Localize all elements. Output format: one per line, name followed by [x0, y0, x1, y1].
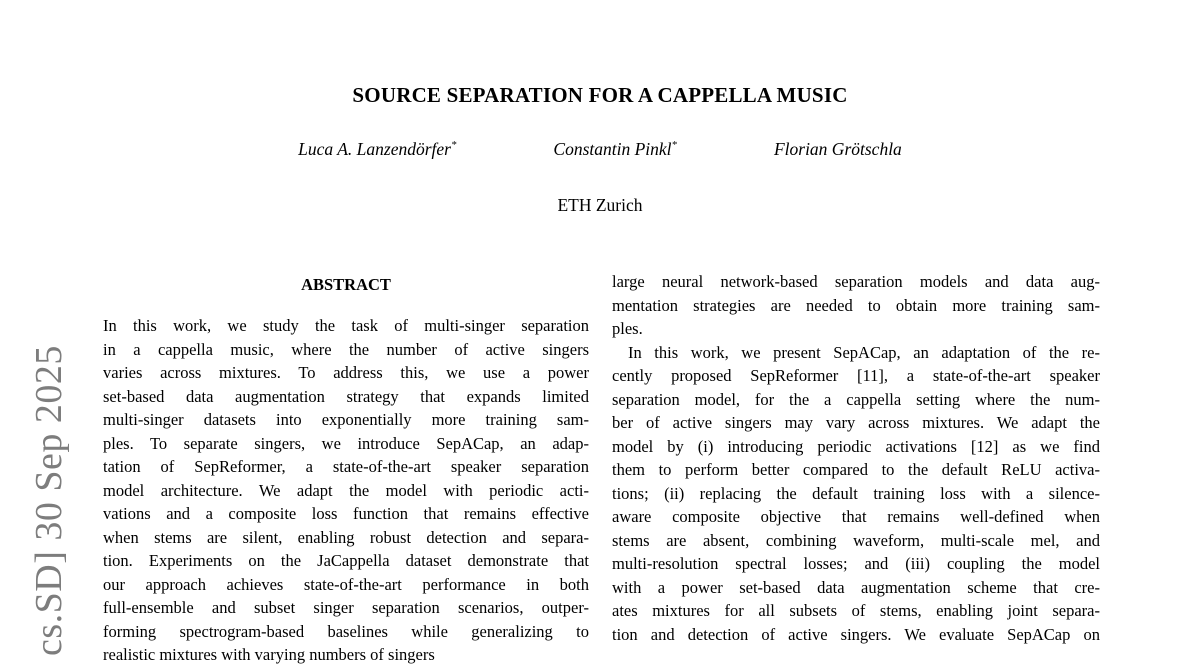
- body-line: with a power set-based data augmentation scheme that cre-: [612, 577, 1100, 597]
- author-3-name: Florian Grötschla: [773, 139, 902, 159]
- author-2-footnote-mark: *: [671, 139, 677, 152]
- arxiv-watermark: cs.SD] 30 Sep 2025: [28, 345, 70, 656]
- abstract-line: In this work, we study the task of multi-singer separation: [103, 316, 589, 335]
- body-line: ates mixtures for all subsets of stems, enabling joint separa-: [612, 601, 1100, 620]
- abstract-line: tion. Experiments on the JaCappella dataset demonstrate that: [103, 551, 589, 570]
- body-line: ples.: [612, 319, 643, 338]
- body-line: mentation strategies are needed to obtain more training sam-: [612, 295, 1100, 315]
- author-1-name: Luca A. Lanzendörfer: [298, 139, 451, 159]
- abstract-line: set-based data augmentation strategy that expands limited: [103, 386, 589, 406]
- abstract-line: ples. To separate singers, we introduce SepACap, an adap-: [103, 433, 589, 453]
- body-column: [612, 270, 1100, 646]
- author-2: [553, 139, 677, 160]
- abstract-line: full-ensemble and subset singer separation scenarios, outper-: [103, 598, 589, 617]
- author-1-footnote-mark: *: [450, 139, 457, 152]
- body-line: large neural network-based separation models and data aug-: [612, 272, 1100, 291]
- body-line: tion and detection of active singers. We evaluate SepACap on: [612, 624, 1100, 644]
- body-line: aware composite objective that remains well-defined when: [612, 507, 1100, 526]
- abstract-line: varies across mixtures. To address this, we use a power: [103, 363, 589, 382]
- abstract-line: multi-singer datasets into exponentially more training sam-: [103, 410, 589, 429]
- body-line: tions; (ii) replacing the default training loss with a silence-: [612, 483, 1100, 503]
- author-2-name: Constantin Pinkl: [553, 139, 672, 159]
- author-3: [774, 139, 902, 160]
- abstract-line: in a cappella music, where the number of active singers: [103, 339, 589, 359]
- body-line: multi-resolution spectral losses; and (iii) coupling the model: [612, 554, 1100, 573]
- body-line: ber of active singers may vary across mixtures. We adapt the: [612, 413, 1100, 432]
- author-1: [298, 139, 456, 160]
- abstract-line: model architecture. We adapt the model with periodic acti-: [103, 480, 589, 500]
- affiliation: ETH Zurich: [557, 195, 643, 215]
- body-line: cently proposed SepReformer [11], a state-of-the-art speaker: [612, 366, 1100, 385]
- abstract-heading: ABSTRACT: [301, 275, 391, 294]
- abstract-line: vations and a composite loss function that remains effective: [103, 504, 589, 523]
- body-line: them to perform better compared to the default ReLU activa-: [612, 460, 1100, 479]
- abstract-line: our approach achieves state-of-the-art performance in both: [103, 574, 589, 594]
- abstract-line: when stems are silent, enabling robust detection and separa-: [103, 527, 589, 547]
- body-line: model by (i) introducing periodic activations [12] as we find: [612, 436, 1100, 456]
- body-line: separation model, for the a cappella setting where the num-: [612, 389, 1100, 409]
- body-line: stems are absent, combining waveform, multi-scale mel, and: [612, 530, 1100, 550]
- abstract-column: [103, 314, 589, 667]
- body-line: In this work, we present SepACap, an adaptation of the re-: [628, 342, 1100, 362]
- paper-title: SOURCE SEPARATION FOR A CAPPELLA MUSIC: [352, 83, 848, 107]
- abstract-line-partial: realistic mixtures with varying numbers of singers: [103, 645, 435, 664]
- author-list: [0, 139, 1200, 160]
- abstract-line: forming spectrogram-based baselines while generalizing to: [103, 621, 589, 641]
- abstract-line: tation of SepReformer, a state-of-the-art speaker separation: [103, 457, 589, 476]
